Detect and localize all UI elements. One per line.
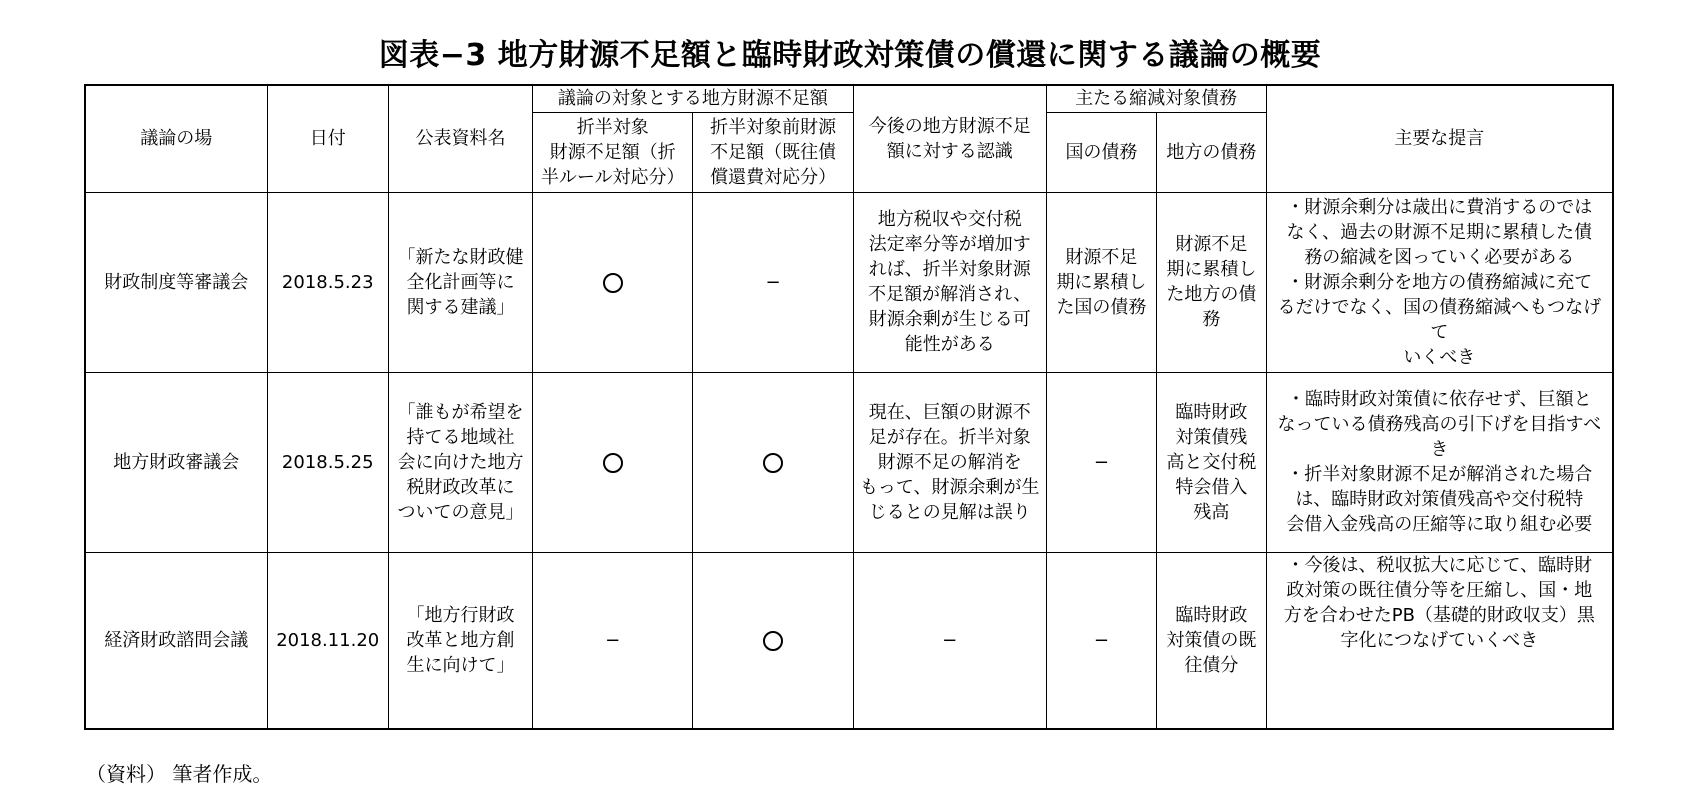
header-forum: 議論の場 [85, 85, 267, 192]
circle-mark-icon [603, 453, 623, 473]
forum-cell: 経済財政諮問会議 [85, 552, 267, 729]
target-a-cell [533, 192, 693, 372]
target-b-cell [693, 192, 853, 372]
proposal-cell: ・今後は、税収拡大に応じて、臨時財 政対策の既往債分等を圧縮し、国・地 方を合わせたPB（基礎的財政収支）黒 字化につなげていくべき [1266, 552, 1613, 729]
local-debt-cell: 臨時財政 対策債残 高と交付税 特会借入 残高 [1157, 372, 1266, 552]
circle-mark-icon [763, 631, 783, 651]
forum-cell: 地方財政審議会 [85, 372, 267, 552]
discussion-summary-table [84, 84, 1614, 730]
table-row [85, 192, 1613, 372]
forum-cell: 財政制度等審議会 [85, 192, 267, 372]
header-document: 公表資料名 [388, 85, 532, 192]
table-row [85, 372, 1613, 552]
header-proposal: 主要な提言 [1266, 85, 1613, 192]
local-debt-cell: 臨時財政 対策債の既 往債分 [1157, 552, 1266, 729]
header-target-group: 議論の対象とする地方財源不足額 [533, 85, 854, 112]
header-target-b: 折半対象前財源 不足額（既往債 償還費対応分） [693, 112, 853, 192]
target-b-cell [693, 372, 853, 552]
date-cell: 2018.5.23 [267, 192, 388, 372]
figure-title: 図表−3 地方財源不足額と臨時財政対策債の償還に関する議論の概要 [378, 38, 1322, 73]
national-debt-cell: 財源不足 期に累積し た国の債務 [1046, 192, 1157, 372]
circle-mark-icon [763, 453, 783, 473]
recognition-cell: − [853, 552, 1046, 729]
header-date: 日付 [267, 85, 388, 192]
local-debt-cell: 財源不足 期に累積し た地方の債 務 [1157, 192, 1266, 372]
document-cell: 「誰もが希望を 持てる地域社 会に向けた地方 税財政改革に ついての意見」 [388, 372, 532, 552]
proposal-cell: ・財源余剰分は歳出に費消するのでは なく、過去の財源不足期に累積した債 務の縮減を図っていく必要がある ・財源余剰分を地方の債務縮減に充て るだけでなく、国の債務縮減へもつなげて いくべき [1266, 192, 1613, 372]
dash-mark: − [765, 271, 781, 293]
header-reduction-group: 主たる縮減対象債務 [1046, 85, 1266, 112]
document-cell: 「新たな財政健 全化計画等に 関する建議」 [388, 192, 532, 372]
table-row [85, 552, 1613, 729]
target-a-cell [533, 372, 693, 552]
national-debt-cell: − [1046, 552, 1157, 729]
document-cell: 「地方行財政 改革と地方創 生に向けて」 [388, 552, 532, 729]
circle-mark-icon [603, 273, 623, 293]
header-local-debt: 地方の債務 [1157, 112, 1266, 192]
recognition-cell: 地方税収や交付税 法定率分等が増加す れば、折半対象財源 不足額が解消され、 財源余剰が生じる可 能性がある [853, 192, 1046, 372]
proposal-cell: ・臨時財政対策債に依存せず、巨額と なっている債務残高の引下げを目指すべ き ・折半対象財源不足が解消された場合 は、臨時財政対策債残高や交付税特 会借入金残高の圧縮等に取り組む必要 [1266, 372, 1613, 552]
date-cell: 2018.11.20 [267, 552, 388, 729]
source-note: （資料） 筆者作成。 [86, 762, 273, 786]
dash-mark: − [605, 629, 621, 651]
national-debt-cell: − [1046, 372, 1157, 552]
header-recognition: 今後の地方財源不足 額に対する認識 [853, 85, 1046, 192]
recognition-cell: 現在、巨額の財源不 足が存在。折半対象 財源不足の解消を もって、財源余剰が生 じるとの見解は誤り [853, 372, 1046, 552]
target-a-cell [533, 552, 693, 729]
header-national-debt: 国の債務 [1046, 112, 1157, 192]
date-cell: 2018.5.25 [267, 372, 388, 552]
target-b-cell [693, 552, 853, 729]
header-target-a: 折半対象 財源不足額（折 半ルール対応分） [533, 112, 693, 192]
